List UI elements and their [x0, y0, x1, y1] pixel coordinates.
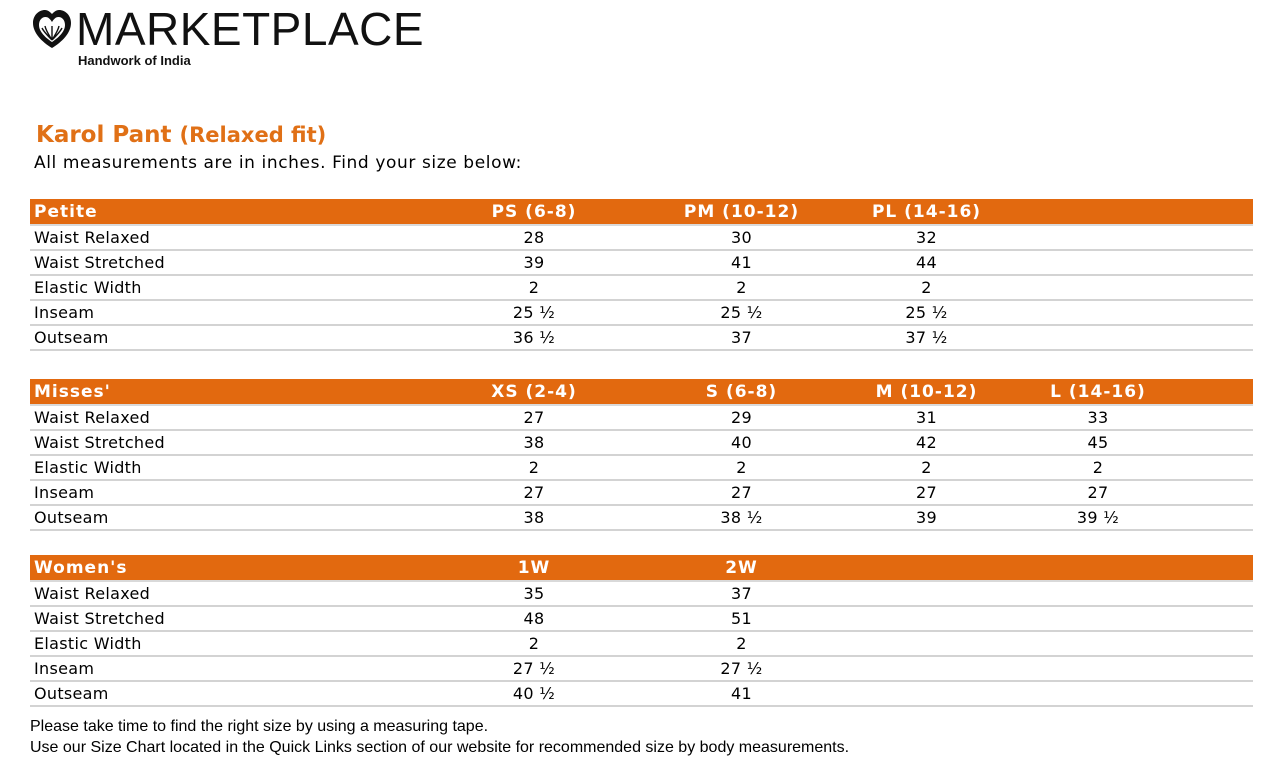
measure-label: Waist Stretched: [30, 606, 434, 631]
table-row: [30, 325, 1253, 350]
measure-value: 36 ½: [434, 325, 634, 350]
size-heading: S (6-8): [634, 379, 849, 405]
measure-value: [1004, 275, 1192, 300]
size-heading: L (14-16): [1004, 379, 1192, 405]
table-row: [30, 581, 1253, 606]
measure-value: 25 ½: [634, 300, 849, 325]
size-heading: PM (10-12): [634, 199, 849, 225]
measure-label: Outseam: [30, 505, 434, 530]
measure-label: Inseam: [30, 300, 434, 325]
size-heading: [1004, 199, 1192, 225]
row-spacer: [1192, 480, 1253, 505]
table-row: [30, 250, 1253, 275]
size-table-petite: [30, 199, 1253, 351]
row-spacer: [1192, 405, 1253, 430]
measure-value: 44: [849, 250, 1004, 275]
measure-value: 28: [434, 225, 634, 250]
row-spacer: [1192, 581, 1253, 606]
size-heading: PS (6-8): [434, 199, 634, 225]
measure-value: 2: [434, 455, 634, 480]
size-heading: [849, 555, 1004, 581]
header-spacer: [1192, 555, 1253, 581]
measure-value: 33: [1004, 405, 1192, 430]
measure-value: 2: [634, 275, 849, 300]
row-spacer: [1192, 505, 1253, 530]
measure-value: 25 ½: [434, 300, 634, 325]
row-spacer: [1192, 656, 1253, 681]
size-heading: M (10-12): [849, 379, 1004, 405]
brand-logo: [30, 3, 425, 68]
measure-value: 27 ½: [634, 656, 849, 681]
measure-label: Elastic Width: [30, 275, 434, 300]
measure-value: 2: [434, 275, 634, 300]
group-heading: Petite: [30, 199, 434, 225]
measure-value: 27: [1004, 480, 1192, 505]
measure-value: 2: [849, 455, 1004, 480]
measure-label: Outseam: [30, 325, 434, 350]
measure-value: 51: [634, 606, 849, 631]
measure-value: 37: [634, 325, 849, 350]
row-spacer: [1192, 300, 1253, 325]
measure-value: [1004, 225, 1192, 250]
measure-value: 2: [634, 455, 849, 480]
measure-value: [1004, 325, 1192, 350]
measure-value: 39 ½: [1004, 505, 1192, 530]
intro-text: All measurements are in inches. Find your size below:: [34, 153, 522, 173]
measure-value: [1004, 656, 1192, 681]
measure-value: 2: [849, 275, 1004, 300]
table-row: [30, 430, 1253, 455]
measure-label: Inseam: [30, 480, 434, 505]
size-heading: XS (2-4): [434, 379, 634, 405]
row-spacer: [1192, 606, 1253, 631]
measure-value: 39: [434, 250, 634, 275]
note-size-chart: Use our Size Chart located in the Quick Links section of our website for recommended size by body measurements.: [30, 739, 850, 756]
measure-value: 45: [1004, 430, 1192, 455]
measure-value: 32: [849, 225, 1004, 250]
measure-label: Outseam: [30, 681, 434, 706]
measure-label: Waist Stretched: [30, 430, 434, 455]
measure-value: [849, 631, 1004, 656]
measure-value: 29: [634, 405, 849, 430]
size-heading: PL (14-16): [849, 199, 1004, 225]
row-spacer: [1192, 681, 1253, 706]
measure-value: 40: [634, 430, 849, 455]
measure-value: [1004, 681, 1192, 706]
table-row: [30, 275, 1253, 300]
measure-value: 38 ½: [634, 505, 849, 530]
measure-value: 30: [634, 225, 849, 250]
measure-value: 35: [434, 581, 634, 606]
row-spacer: [1192, 225, 1253, 250]
measure-value: 27: [434, 405, 634, 430]
table-row: [30, 225, 1253, 250]
measure-value: 2: [1004, 455, 1192, 480]
measure-value: 42: [849, 430, 1004, 455]
row-spacer: [1192, 325, 1253, 350]
size-heading: 2W: [634, 555, 849, 581]
measure-value: [849, 606, 1004, 631]
measure-value: 41: [634, 250, 849, 275]
size-heading: 1W: [434, 555, 634, 581]
measure-value: [1004, 250, 1192, 275]
note-measuring-tape: Please take time to find the right size by using a measuring tape.: [30, 718, 489, 735]
measure-value: 2: [434, 631, 634, 656]
measure-value: [849, 681, 1004, 706]
table-row: [30, 300, 1253, 325]
row-spacer: [1192, 430, 1253, 455]
group-heading: Misses': [30, 379, 434, 405]
group-heading: Women's: [30, 555, 434, 581]
measure-value: 38: [434, 430, 634, 455]
measure-value: [1004, 606, 1192, 631]
header-spacer: [1192, 379, 1253, 405]
measure-value: 41: [634, 681, 849, 706]
measure-value: [1004, 300, 1192, 325]
row-spacer: [1192, 275, 1253, 300]
fit-label: (Relaxed fit): [179, 123, 327, 147]
measure-value: 39: [849, 505, 1004, 530]
table-row: [30, 656, 1253, 681]
measure-label: Inseam: [30, 656, 434, 681]
table-header-row: [30, 199, 1253, 225]
measure-value: 27: [434, 480, 634, 505]
measure-label: Waist Stretched: [30, 250, 434, 275]
size-table-womens: [30, 555, 1253, 707]
row-spacer: [1192, 631, 1253, 656]
measure-value: 27 ½: [434, 656, 634, 681]
measure-value: 37 ½: [849, 325, 1004, 350]
measure-label: Waist Relaxed: [30, 581, 434, 606]
table-row: [30, 480, 1253, 505]
table-row: [30, 631, 1253, 656]
measure-value: 27: [849, 480, 1004, 505]
table-row: [30, 606, 1253, 631]
measure-value: 37: [634, 581, 849, 606]
measure-value: [1004, 631, 1192, 656]
product-name: Karol Pant: [36, 122, 172, 148]
footer-notes: [30, 716, 849, 758]
hands-heart-icon: [30, 7, 74, 51]
measure-label: Waist Relaxed: [30, 405, 434, 430]
brand-tagline: Handwork of India: [78, 53, 191, 68]
measure-label: Elastic Width: [30, 631, 434, 656]
measure-value: 48: [434, 606, 634, 631]
table-row: [30, 455, 1253, 480]
table-row: [30, 505, 1253, 530]
row-spacer: [1192, 250, 1253, 275]
measure-value: [1004, 581, 1192, 606]
measure-value: 27: [634, 480, 849, 505]
measure-value: [849, 581, 1004, 606]
brand-name: MARKETPLACE: [76, 3, 425, 55]
measure-value: 38: [434, 505, 634, 530]
table-row: [30, 405, 1253, 430]
measure-label: Elastic Width: [30, 455, 434, 480]
measure-label: Waist Relaxed: [30, 225, 434, 250]
measure-value: 25 ½: [849, 300, 1004, 325]
header-spacer: [1192, 199, 1253, 225]
measure-value: 2: [634, 631, 849, 656]
row-spacer: [1192, 455, 1253, 480]
table-header-row: [30, 555, 1253, 581]
table-row: [30, 681, 1253, 706]
size-heading: [1004, 555, 1192, 581]
table-header-row: [30, 379, 1253, 405]
product-title: [36, 120, 326, 150]
measure-value: 40 ½: [434, 681, 634, 706]
measure-value: 31: [849, 405, 1004, 430]
measure-value: [849, 656, 1004, 681]
size-table-misses: [30, 379, 1253, 531]
